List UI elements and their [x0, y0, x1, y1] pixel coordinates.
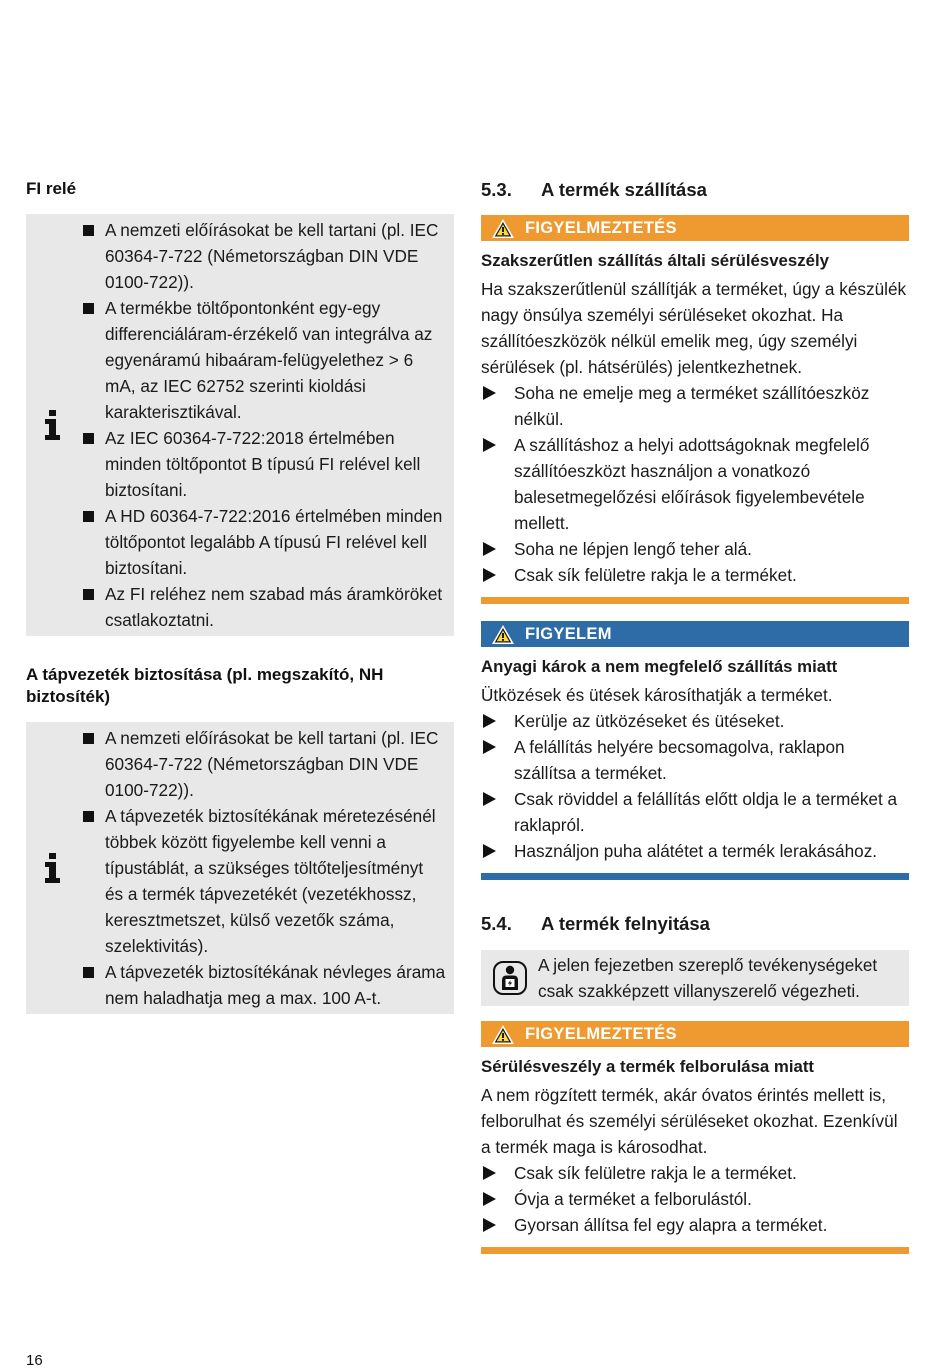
feed-heading: A tápvezeték biztosítása (pl. megszakító, NH biztosíték): [26, 665, 384, 706]
feed-list: [80, 725, 446, 1011]
notice-steps: [481, 708, 909, 864]
list-item: A tápvezeték biztosítékának méretezésénél többek között figyelembe kell venni a típustáblát, a szükséges töltőteljesítményt és a termék tápvezetékét (vezetékhossz, keresztmetszet, külső vezetők száma, szelektivitás).: [80, 803, 446, 959]
warning-text: A nem rögzített termék, akár óvatos érintés mellett is, felborulhat és személyi sérüléseket okozhat. Ezenkívül a termék maga is károsodhat.: [481, 1085, 898, 1157]
notice-text: Ütközések és ütések károsíthatják a terméket.: [481, 685, 833, 705]
banner-label: FIGYELEM: [525, 624, 612, 643]
qualification-text: A jelen fejezetben szereplő tevékenységeket csak szakképzett villanyszerelő végezheti.: [538, 955, 878, 1001]
list-item: Gyorsan állítsa fel egy alapra a terméket.: [481, 1212, 909, 1238]
section-heading-5-4: [481, 912, 909, 936]
warning-title: Szakszerűtlen szállítás általi sérülésveszély: [481, 251, 829, 270]
fi-list: [80, 217, 446, 633]
feed-info-box: [26, 722, 454, 1014]
left-column: [26, 178, 454, 1014]
list-item: Soha ne emelje meg a terméket szállítóeszköz nélkül.: [481, 380, 909, 432]
warning-text: Ha szakszerűtlenül szállítják a terméket, úgy a készülék nagy önsúlya személyi sérüléseket okozhat. Ha szállítóeszközök nélkül emelik meg, úgy személyi sérülések (pl. hátsérülés) jelentkezhetnek.: [481, 279, 907, 377]
right-column: [481, 178, 909, 1254]
section-number: 5.3.: [481, 179, 512, 200]
electrician-icon: [481, 952, 538, 1004]
banner-label: FIGYELMEZTETÉS: [525, 218, 677, 237]
section-heading-5-3: [481, 178, 909, 202]
list-item: Csak röviddel a felállítás előtt oldja le a terméket a raklapról.: [481, 786, 909, 838]
list-item: Csak sík felületre rakja le a terméket.: [481, 1160, 909, 1186]
list-item: A nemzeti előírásokat be kell tartani (pl. IEC 60364-7-722 (Németországban DIN VDE 0100-722)).: [80, 725, 446, 803]
warning-triangle-icon: [491, 218, 515, 239]
list-item: Soha ne lépjen lengő teher alá.: [481, 536, 909, 562]
banner-label: FIGYELMEZTETÉS: [525, 1024, 677, 1043]
info-icon: [26, 217, 80, 633]
section-title: A termék szállítása: [541, 179, 707, 200]
warning-end-rule: [481, 1247, 909, 1254]
list-item: Kerülje az ütközéseket és ütéseket.: [481, 708, 909, 734]
warning-end-rule: [481, 597, 909, 604]
list-item: A nemzeti előírásokat be kell tartani (pl. IEC 60364-7-722 (Németországban DIN VDE 0100-722)).: [80, 217, 446, 295]
list-item: Az FI reléhez nem szabad más áramköröket csatlakoztatni.: [80, 581, 446, 633]
warning-banner: [481, 215, 909, 241]
list-item: Használjon puha alátétet a termék lerakásához.: [481, 838, 909, 864]
warning-triangle-icon: [491, 1024, 515, 1045]
warning-triangle-icon: [491, 624, 515, 645]
list-item: Az IEC 60364-7-722:2018 értelmében minden töltőpontot B típusú FI relével kell biztosítani.: [80, 425, 446, 503]
list-item: Csak sík felületre rakja le a terméket.: [481, 562, 909, 588]
warning-banner: [481, 1021, 909, 1047]
warning-title: Sérülésveszély a termék felborulása miatt: [481, 1057, 814, 1076]
notice-banner: [481, 621, 909, 647]
list-item: A termékbe töltőpontonként egy-egy differenciáláram-érzékelő van integrálva az egyenáramú hibaáram-felügyelethez > 6 mA, az IEC 62752 szerinti kioldási karakterisztikával.: [80, 295, 446, 425]
warning-steps: [481, 1160, 909, 1238]
fi-info-box: [26, 214, 454, 636]
warning-steps: [481, 380, 909, 588]
notice-title: Anyagi károk a nem megfelelő szállítás miatt: [481, 657, 838, 676]
list-item: Óvja a terméket a felborulástól.: [481, 1186, 909, 1212]
fi-heading: FI relé: [26, 179, 77, 198]
page-number: 16: [26, 1352, 43, 1369]
info-icon: [26, 725, 80, 1011]
list-item: A szállításhoz a helyi adottságoknak megfelelő szállítóeszközt használjon a vonatkozó balesetmegelőzési előírások figyelembevétele mellett.: [481, 432, 909, 536]
section-number: 5.4.: [481, 913, 512, 934]
list-item: A tápvezeték biztosítékának névleges árama nem haladhatja meg a max. 100 A-t.: [80, 959, 446, 1011]
qualification-box: [481, 950, 909, 1006]
list-item: A felállítás helyére becsomagolva, raklapon szállítsa a terméket.: [481, 734, 909, 786]
section-title: A termék felnyitása: [541, 913, 710, 934]
notice-end-rule: [481, 873, 909, 880]
list-item: A HD 60364-7-722:2016 értelmében minden töltőpontot legalább A típusú FI relével kell biztosítani.: [80, 503, 446, 581]
